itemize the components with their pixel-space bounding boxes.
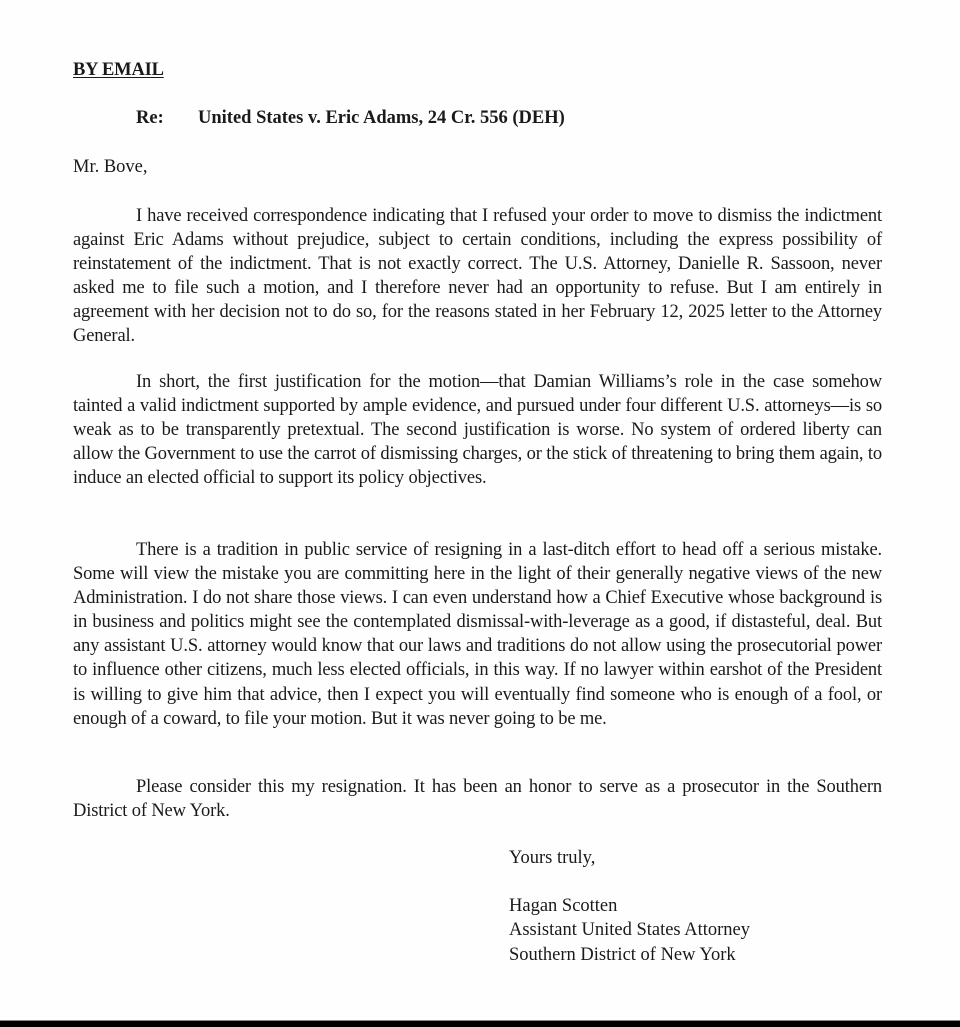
delivery-method-heading: BY EMAIL — [73, 60, 164, 80]
salutation: Mr. Bove, — [73, 157, 148, 177]
body-paragraph-2: In short, the first justification for the motion—that Damian Williams’s role in the case somehow tainted a valid indictment supported by ample evidence, and pursued under four different U.S. attorneys—is so weak as to be transparently pretextual. The second justification is worse. No system of ordered liberty can allow the Government to use the carrot of dismissing charges, or the stick of threatening to bring them again, to induce an elected official to support its policy objectives. — [73, 372, 882, 489]
re-label: Re: — [136, 108, 164, 128]
signer-title: Assistant United States Attorney — [509, 920, 750, 941]
signature-block — [509, 846, 750, 967]
body-paragraph-3: There is a tradition in public service of resigning in a last-ditch effort to head off a serious mistake. Some will view the mistake you are committing here in the light of their generally negative views of the new Administration. I do not share those views. I can even understand how a Chief Executive whose background is in business and politics might see the contemplated dismissal-with-leverage as a good, if distasteful, deal. But any assistant U.S. attorney would know that our laws and traditions do not allow using the prosecutorial power to influence other citizens, much less elected officials, in this way. If no lawyer within earshot of the President is willing to give him that advice, then I expect you will eventually find someone who is enough of a fool, or enough of a coward, to file your motion. But it was never going to be me. — [73, 540, 882, 729]
re-subject: United States v. Eric Adams, 24 Cr. 556 (DEH) — [198, 108, 565, 128]
body-paragraph-4: Please consider this my resignation. It has been an honor to serve as a prosecutor in the Southern District of New York. — [73, 777, 882, 822]
re-subject-line — [136, 108, 565, 129]
signer-office: Southern District of New York — [509, 944, 736, 965]
closing: Yours truly, — [509, 848, 596, 868]
signer-name: Hagan Scotten — [509, 896, 618, 917]
body-paragraph-1: I have received correspondence indicating that I refused your order to move to dismiss the indictment against Eric Adams without prejudice, subject to certain conditions, including the express possibility of reinstatement of the indictment. That is not exactly correct. The U.S. Attorney, Danielle R. Sassoon, never asked me to file such a motion, and I therefore never had an opportunity to refuse. But I am entirely in agreement with her decision not to do so, for the reasons stated in her February 12, 2025 letter to the Attorney General. — [73, 206, 882, 347]
